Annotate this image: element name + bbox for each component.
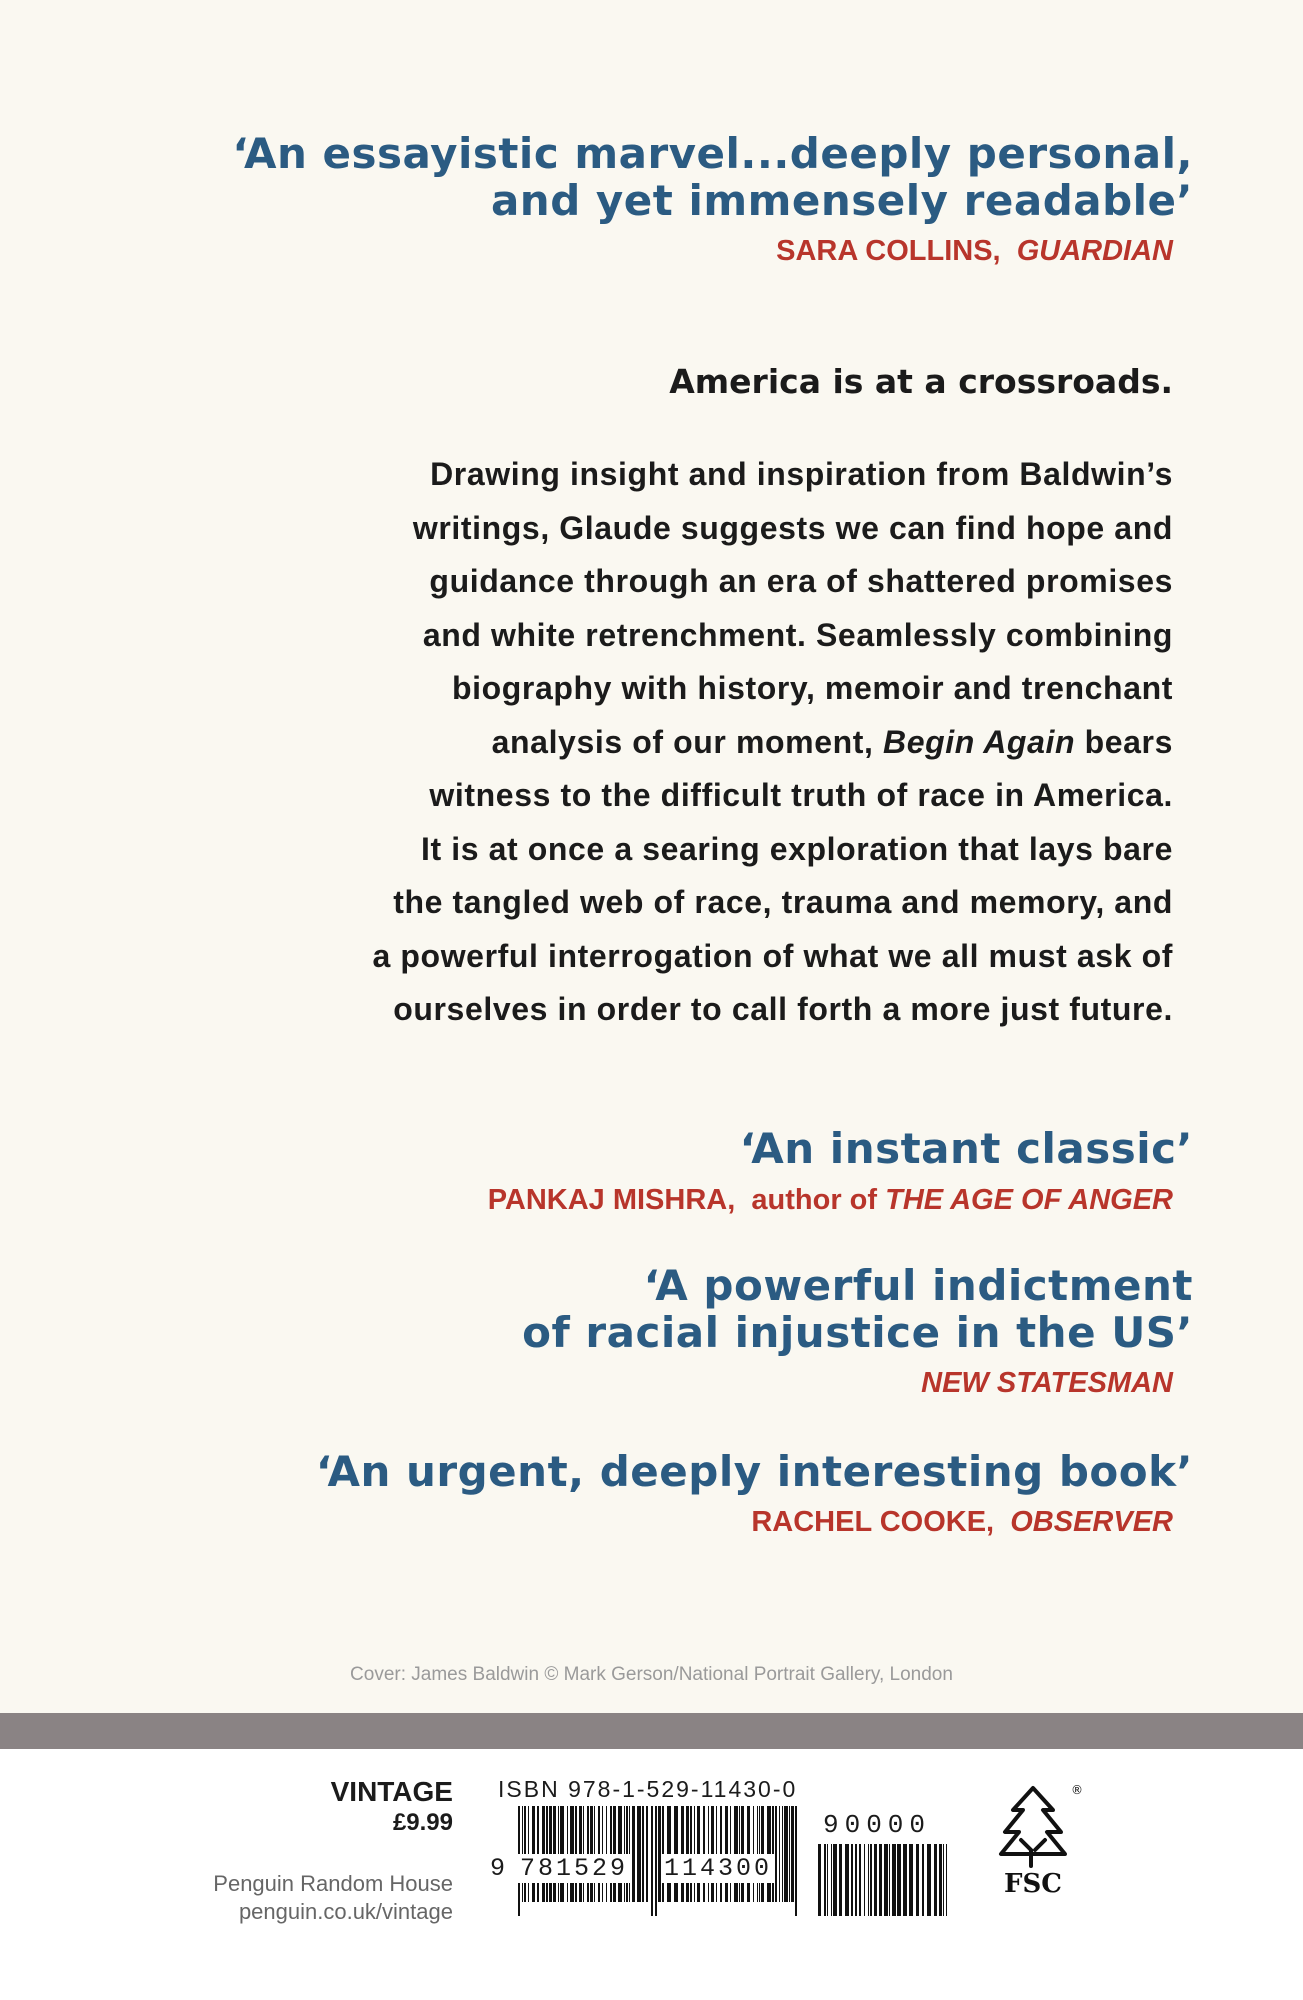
quote-guardian bbox=[232, 130, 1193, 224]
blurb-line: writings, Glaude suggests we can find hope and bbox=[412, 509, 1173, 546]
barcode-bar bbox=[818, 1844, 821, 1916]
barcode-bar bbox=[779, 1806, 780, 1902]
barcode-bar bbox=[775, 1806, 777, 1902]
barcode-bar bbox=[859, 1844, 861, 1916]
attribution-mishra bbox=[488, 1183, 1173, 1217]
blurb-line: a powerful interrogation of what we all must ask of bbox=[372, 937, 1173, 974]
imprint-name: VINTAGE bbox=[330, 1776, 453, 1807]
barcode-bar bbox=[874, 1844, 877, 1916]
quote-line: ‘A powerful indictment bbox=[643, 1261, 1193, 1310]
publisher-block bbox=[331, 1776, 453, 1838]
barcode-bar bbox=[791, 1806, 794, 1902]
barcode-bar bbox=[916, 1844, 919, 1916]
barcode-bar bbox=[946, 1844, 947, 1916]
barcode-bar bbox=[651, 1806, 653, 1916]
barcode-bar bbox=[939, 1844, 942, 1916]
attribution-source: THE AGE OF ANGER bbox=[885, 1184, 1173, 1216]
attribution-observer bbox=[751, 1505, 1173, 1539]
barcode-bar bbox=[851, 1844, 853, 1916]
blurb-line: ourselves in order to call forth a more just future. bbox=[393, 991, 1173, 1027]
barcode-bar bbox=[637, 1806, 641, 1902]
attribution-guardian bbox=[776, 234, 1173, 268]
price: £9.99 bbox=[392, 1809, 453, 1836]
barcode-bar bbox=[789, 1806, 790, 1902]
barcode-bar bbox=[827, 1844, 828, 1916]
barcode-bar bbox=[879, 1844, 882, 1916]
blurb-line: guidance through an era of shattered promises bbox=[429, 563, 1173, 599]
quote-line: ‘An instant classic’ bbox=[739, 1124, 1193, 1173]
quote-mishra bbox=[740, 1125, 1193, 1172]
barcode-bar bbox=[839, 1844, 842, 1916]
barcode-bar bbox=[655, 1806, 657, 1916]
fsc-tree-icon bbox=[983, 1780, 1083, 1900]
barcode-bar bbox=[642, 1806, 644, 1902]
blurb-lead: America is at a crossroads. bbox=[669, 362, 1173, 401]
book-title: Begin Again bbox=[883, 723, 1076, 760]
barcode-bar bbox=[795, 1806, 797, 1916]
barcode-bar bbox=[884, 1844, 888, 1916]
fsc-label: FSC bbox=[1004, 1869, 1062, 1899]
barcode-bar bbox=[833, 1844, 837, 1916]
attribution-name: RACHEL COOKE, bbox=[751, 1506, 995, 1538]
attribution-prefix: author of bbox=[751, 1184, 878, 1216]
barcode-bar bbox=[897, 1844, 901, 1916]
blurb-line: the tangled web of race, trauma and memory, and bbox=[393, 884, 1173, 920]
barcode-bar bbox=[943, 1844, 944, 1916]
blurb-line: witness to the difficult truth of race in America. bbox=[429, 777, 1173, 813]
barcode-right-digits: 114300 bbox=[664, 1854, 773, 1883]
barcode-bar bbox=[632, 1806, 635, 1902]
barcode-bar bbox=[646, 1806, 648, 1902]
publisher-house: Penguin Random House bbox=[213, 1871, 453, 1896]
isbn-label: ISBN 978-1-529-11430-0 bbox=[498, 1776, 798, 1802]
barcode-bar bbox=[889, 1844, 890, 1916]
barcode-bar bbox=[831, 1844, 832, 1916]
barcode-bar bbox=[864, 1844, 865, 1916]
divider-band bbox=[0, 1713, 1303, 1749]
barcode-bar bbox=[870, 1844, 872, 1916]
barcode-left-digits: 781529 bbox=[520, 1854, 629, 1883]
blurb-line bbox=[120, 716, 1173, 770]
attribution-name: PANKAJ MISHRA, bbox=[487, 1184, 736, 1216]
barcode-bar bbox=[855, 1844, 857, 1916]
publisher-website: penguin.co.uk/vintage bbox=[238, 1899, 453, 1924]
barcode-bar bbox=[934, 1844, 937, 1916]
barcode-bar bbox=[922, 1844, 924, 1916]
blurb-line: It is at once a searing exploration that lays bare bbox=[420, 830, 1173, 867]
blurb-fragment: analysis of our moment, bbox=[491, 723, 874, 760]
barcode-bar bbox=[784, 1806, 788, 1902]
attribution-name: SARA COLLINS, bbox=[776, 235, 1001, 267]
barcode-bar bbox=[845, 1844, 849, 1916]
blurb-fragment: bears bbox=[1084, 723, 1173, 760]
blurb-line: and white retrenchment. Seamlessly combining bbox=[422, 616, 1173, 653]
quote-observer bbox=[316, 1448, 1193, 1495]
registered-mark: ® bbox=[1071, 1783, 1083, 1797]
barcode-bar bbox=[903, 1844, 907, 1916]
barcode-bar bbox=[927, 1844, 931, 1916]
blurb-line: Drawing insight and inspiration from Baldwin’s bbox=[430, 456, 1173, 492]
barcode-lead-digit: 9 bbox=[490, 1854, 509, 1883]
quote-line: ‘An urgent, deeply interesting book’ bbox=[315, 1447, 1193, 1496]
attribution-source: GUARDIAN bbox=[1016, 235, 1173, 267]
barcode-bar bbox=[892, 1844, 896, 1916]
attribution-new-statesman bbox=[921, 1366, 1173, 1400]
barcode-bar bbox=[658, 1806, 661, 1902]
quote-line: of racial injustice in the US’ bbox=[522, 1308, 1193, 1357]
blurb-line: biography with history, memoir and trenchant bbox=[452, 670, 1173, 706]
attribution-source: NEW STATESMAN bbox=[921, 1367, 1173, 1399]
attribution-source: OBSERVER bbox=[1010, 1506, 1173, 1538]
quote-new-statesman bbox=[522, 1262, 1193, 1356]
barcode-bar bbox=[782, 1806, 783, 1902]
quote-line: and yet immensely readable’ bbox=[490, 176, 1193, 225]
barcode-bar bbox=[868, 1844, 869, 1916]
publisher-info bbox=[213, 1870, 453, 1926]
barcode-bar bbox=[824, 1844, 826, 1916]
cover-credit: Cover: James Baldwin © Mark Gerson/National Portrait Gallery, London bbox=[350, 1664, 953, 1685]
barcode-bar bbox=[909, 1844, 913, 1916]
fsc-logo bbox=[983, 1780, 1083, 1904]
blurb-text bbox=[120, 448, 1173, 1037]
quote-line: ‘An essayistic marvel...deeply personal, bbox=[232, 129, 1193, 178]
barcode-addon-digits: 90000 bbox=[823, 1810, 932, 1840]
